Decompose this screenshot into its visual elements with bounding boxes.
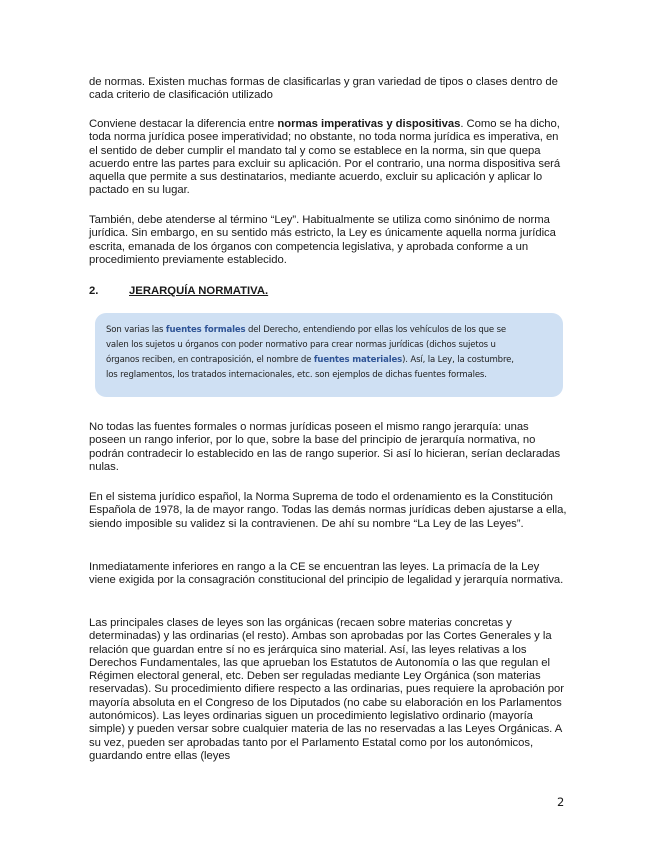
callout-line	[106, 353, 552, 368]
paragraph-laws: Inmediatamente inferiores en rango a la CE se encuentran las leyes. La primacía de la Ley viene exigida por la consagración constitucional del principio de legalidad y jerarquía normativa.	[89, 561, 564, 587]
paragraph-term-ley: También, debe atenderse al término “Ley”. Habitualmente se utiliza como sinónimo de norma jurídica. Sin embargo, en su sentido más estricto, la Ley es únicamente aquella norma jurídica escrita, emanada de los órganos con competencia legislativa, y aprobada conforme a un procedimiento previamente establecido.	[89, 214, 556, 266]
callout-highlight: fuentes formales	[165, 325, 246, 335]
callout-text: órganos reciben, en contraposición, el nombre de	[106, 355, 314, 365]
callout-text: Son varias las	[106, 325, 166, 335]
paragraph-text: Conviene destacar la diferencia entre	[89, 118, 278, 130]
callout-line	[106, 323, 552, 338]
page-number: 2	[557, 795, 565, 809]
callout-text: ). Así, la Ley, la costumbre,	[402, 355, 514, 365]
paragraph-hierarchy: No todas las fuentes formales o normas jurídicas poseen el mismo rango jerarquía: unas poseen un rango inferior, por lo que, sobre la base del principio de jerarquía normativa, no podrán contradecir lo establecido en las de rango superior. Si así lo hicieran, serían declaradas nulas.	[89, 421, 561, 473]
callout-line: los reglamentos, los tratados internacionales, etc. son ejemplos de dichas fuentes formales.	[106, 370, 487, 380]
section-title: JERARQUÍA NORMATIVA.	[129, 285, 269, 297]
paragraph-law-classes: Las principales clases de leyes son las orgánicas (recaen sobre materias concretas y determinadas) y las ordinarias (el resto). Ambas son aprobadas por las Cortes Generales y la relación que guardan entre sí no es jerárquica sino material. Así, las leyes relativas a los Derechos Fundamentales, las que aprueban los Estatutos de Autonomía o las que regulan el Régimen electoral general, etc. Deben ser reguladas mediante Ley Orgánica (son materias reservadas). Su procedimiento difiere respecto a las ordinarias, pues requiere la aprobación por mayoría absoluta en el Congreso de los Diputados (no cabe su elaboración en los Parlamentos autonómicos). Las leyes ordinarias siguen un procedimiento legislativo ordinario (mayoría simple) y pueden versar sobre cualquier materia de las no reservadas a las Leyes Orgánicas. A su vez, pueden ser aprobadas tanto por el Parlamento Estatal como por los autonómicos, guardando entre ellas (leyes	[89, 617, 564, 762]
callout-line: valen los sujetos u órganos con poder normativo para crear normas jurídicas (dichos sujetos u	[106, 340, 496, 350]
bold-term: normas imperativas y dispositivas	[277, 118, 461, 130]
section-heading	[89, 284, 268, 298]
callout-box	[95, 313, 563, 397]
paragraph-classification: de normas. Existen muchas formas de clasificarlas y gran variedad de tipos o clases dentro de cada criterio de clasificación utilizado	[89, 76, 558, 102]
paragraph-imperative-dispositive	[89, 118, 567, 198]
section-number: 2.	[89, 285, 99, 297]
callout-highlight: fuentes materiales	[313, 355, 403, 365]
callout-text: del Derecho, entendiendo por ellas los vehículos de los que se	[245, 325, 507, 335]
paragraph-constitution: En el sistema jurídico español, la Norma Suprema de todo el ordenamiento es la Constitución Española de 1978, la de mayor rango. Todas las demás normas jurídicas deben ajustarse a ella, siendo imposible su validez si la contravienen. De ahí su nombre “La Ley de las Leyes”.	[89, 491, 567, 530]
paragraph-text: . Como se ha dicho, toda norma jurídica posee imperatividad; no obstante, no toda norma jurídica es imperativa, en el sentido de deber cumplir el mandato tal y como se establece en la norma, sin que quepa acuerdo entre las partes para excluir su aplicación. Por el contrario, una norma dispositiva será aquella que permite a sus destinatarios, mediante acuerdo, excluir su aplicación y aplicar lo pactado en su lugar.	[89, 118, 561, 197]
